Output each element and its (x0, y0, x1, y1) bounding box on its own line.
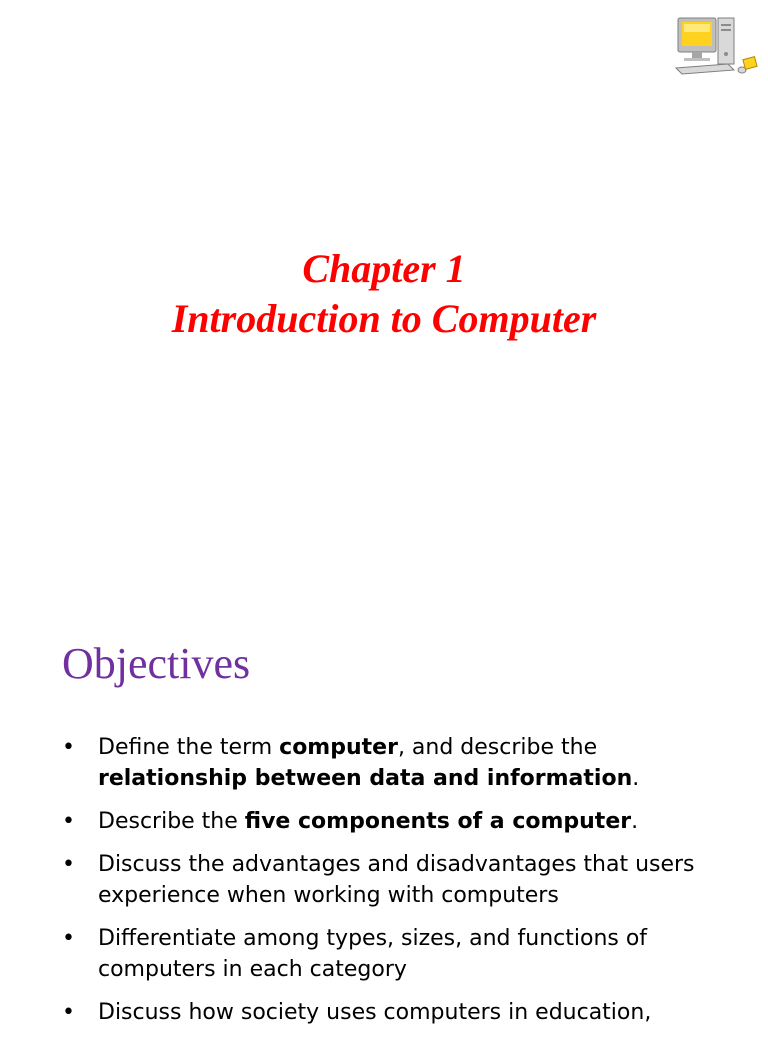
desktop-computer-icon (672, 14, 758, 76)
objective-text: Describe the (98, 809, 245, 834)
list-item (62, 849, 752, 911)
list-item (62, 732, 752, 794)
bullet-icon: • (62, 852, 75, 877)
objective-text: Define the term (98, 735, 280, 760)
objectives-list (62, 732, 752, 1040)
objective-bold: relationship between data and information (98, 766, 633, 791)
list-item (62, 806, 752, 837)
list-item (62, 997, 752, 1028)
objective-text: Discuss the advantages and disadvantages that users experience when working with computers (98, 852, 695, 908)
objective-bold: five components of a computer (244, 809, 632, 834)
objective-bold: computer (279, 735, 398, 760)
objectives-heading: Objectives (62, 639, 251, 688)
objective-text: Discuss how society uses computers in education, (98, 1000, 652, 1025)
title-subject: Introduction to Computer (171, 296, 597, 341)
slide-title (0, 244, 768, 344)
objective-text: . (631, 809, 639, 834)
bullet-icon: • (62, 809, 75, 834)
bullet-icon: • (62, 1000, 75, 1025)
list-item (62, 923, 752, 985)
bullet-icon: • (62, 735, 75, 760)
objective-text: Differentiate among types, sizes, and functions of computers in each category (98, 926, 648, 982)
objectives-slide (0, 600, 768, 1024)
bullet-icon: • (62, 926, 75, 951)
objective-text: . (632, 766, 640, 791)
title-chapter: Chapter 1 (302, 246, 466, 291)
objective-text: , and describe the (397, 735, 598, 760)
